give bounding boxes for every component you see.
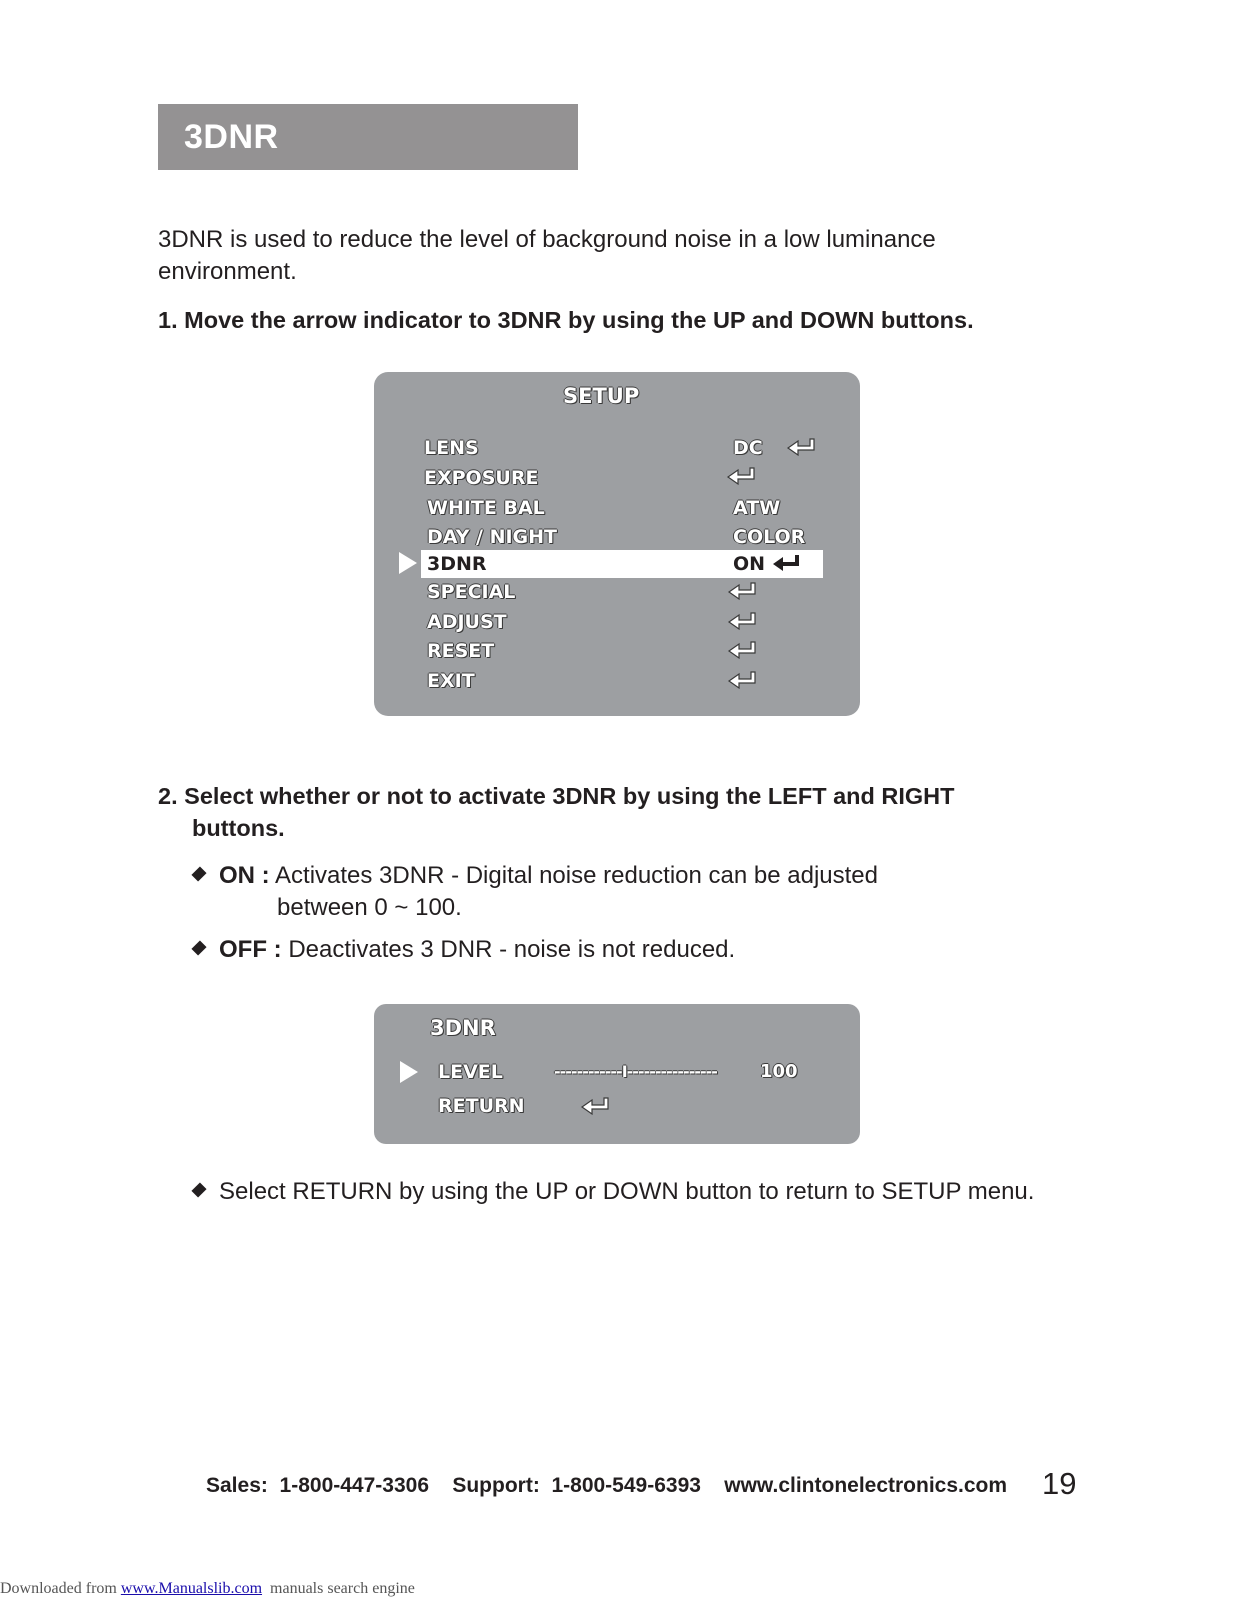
setup-item-adjust	[427, 608, 807, 636]
enter-icon	[786, 437, 816, 459]
setup-item-lens	[424, 434, 804, 462]
setup-item-day-night	[427, 523, 807, 551]
page-number: 19	[1042, 1466, 1077, 1501]
enter-icon	[580, 1096, 610, 1118]
download-source	[0, 1580, 415, 1598]
option-on-text: Activates 3DNR - Digital noise reduction can be adjusted	[275, 862, 878, 889]
step-2-number: 2.	[158, 783, 178, 809]
return-note-text: Select RETURN by using the UP or DOWN button to return to SETUP menu.	[219, 1178, 1035, 1205]
option-off	[193, 934, 735, 966]
setup-item-label: EXPOSURE	[424, 467, 539, 489]
dnr-menu-panel	[374, 1004, 860, 1144]
selection-pointer-icon	[400, 1061, 418, 1083]
option-off-key: OFF :	[219, 936, 282, 963]
dnr-menu-title: 3DNR	[430, 1016, 496, 1040]
setup-item-3dnr	[421, 550, 823, 578]
option-on	[193, 860, 878, 924]
dnr-level-bar: ------------I----------------	[554, 1062, 717, 1081]
intro-line-1: 3DNR is used to reduce the level of background noise in a low luminance	[158, 226, 936, 253]
setup-item-label: EXIT	[427, 670, 475, 692]
setup-item-exposure	[424, 464, 804, 492]
intro-line-2: environment.	[158, 258, 297, 285]
option-on-text-2: between 0 ~ 100.	[277, 894, 462, 921]
option-off-text: Deactivates 3 DNR - noise is not reduced.	[288, 936, 736, 963]
setup-item-value: ON	[733, 553, 766, 575]
setup-menu-title: SETUP	[563, 384, 640, 408]
diamond-bullet-icon	[191, 940, 206, 955]
section-title-bar	[158, 104, 578, 170]
footer-contact: Sales: 1-800-447-3306 Support: 1-800-549-6393 www.clintonelectronics.com	[206, 1474, 1008, 1497]
setup-item-label: WHITE BAL	[427, 497, 545, 519]
dnr-return-row	[438, 1092, 838, 1120]
setup-item-value: COLOR	[733, 526, 806, 548]
diamond-bullet-icon	[191, 866, 206, 881]
step-1-text: Move the arrow indicator to 3DNR by using the UP and DOWN buttons.	[184, 307, 974, 333]
setup-item-value: DC	[733, 437, 763, 459]
setup-item-white-bal	[427, 494, 807, 522]
download-suffix: manuals search engine	[262, 1580, 415, 1597]
setup-item-exit	[427, 667, 807, 695]
manualslib-link[interactable]: www.Manualslib.com	[120, 1580, 263, 1597]
enter-icon	[727, 670, 757, 692]
enter-icon	[727, 640, 757, 662]
selection-pointer-icon	[399, 552, 417, 574]
dnr-level-label: LEVEL	[438, 1061, 503, 1083]
setup-item-label: ADJUST	[427, 611, 507, 633]
enter-icon	[726, 466, 756, 488]
step-1	[158, 304, 974, 336]
dnr-level-value: 100	[760, 1061, 798, 1082]
intro-text	[158, 224, 936, 288]
enter-icon	[727, 581, 757, 603]
step-1-number: 1.	[158, 307, 178, 333]
setup-item-label: SPECIAL	[427, 581, 516, 603]
setup-item-label: DAY / NIGHT	[427, 526, 558, 548]
setup-item-special	[427, 578, 807, 606]
dnr-return-label: RETURN	[438, 1095, 525, 1117]
enter-icon	[727, 611, 757, 633]
enter-icon	[771, 553, 801, 575]
diamond-bullet-icon	[191, 1182, 206, 1197]
setup-item-label: RESET	[427, 640, 495, 662]
setup-item-reset	[427, 637, 807, 665]
setup-menu-panel	[374, 372, 860, 716]
setup-item-label: LENS	[424, 437, 479, 459]
option-on-key: ON :	[219, 862, 270, 889]
step-2-text-line-1: Select whether or not to activate 3DNR by using the LEFT and RIGHT	[184, 783, 955, 809]
setup-item-label: 3DNR	[427, 553, 487, 575]
setup-item-value: ATW	[733, 497, 781, 519]
section-title: 3DNR	[184, 118, 279, 156]
download-prefix: Downloaded from	[0, 1580, 121, 1597]
return-note	[193, 1176, 1034, 1208]
step-2-text-line-2: buttons.	[192, 815, 285, 841]
dnr-level-row	[438, 1058, 838, 1086]
step-2	[158, 780, 955, 844]
